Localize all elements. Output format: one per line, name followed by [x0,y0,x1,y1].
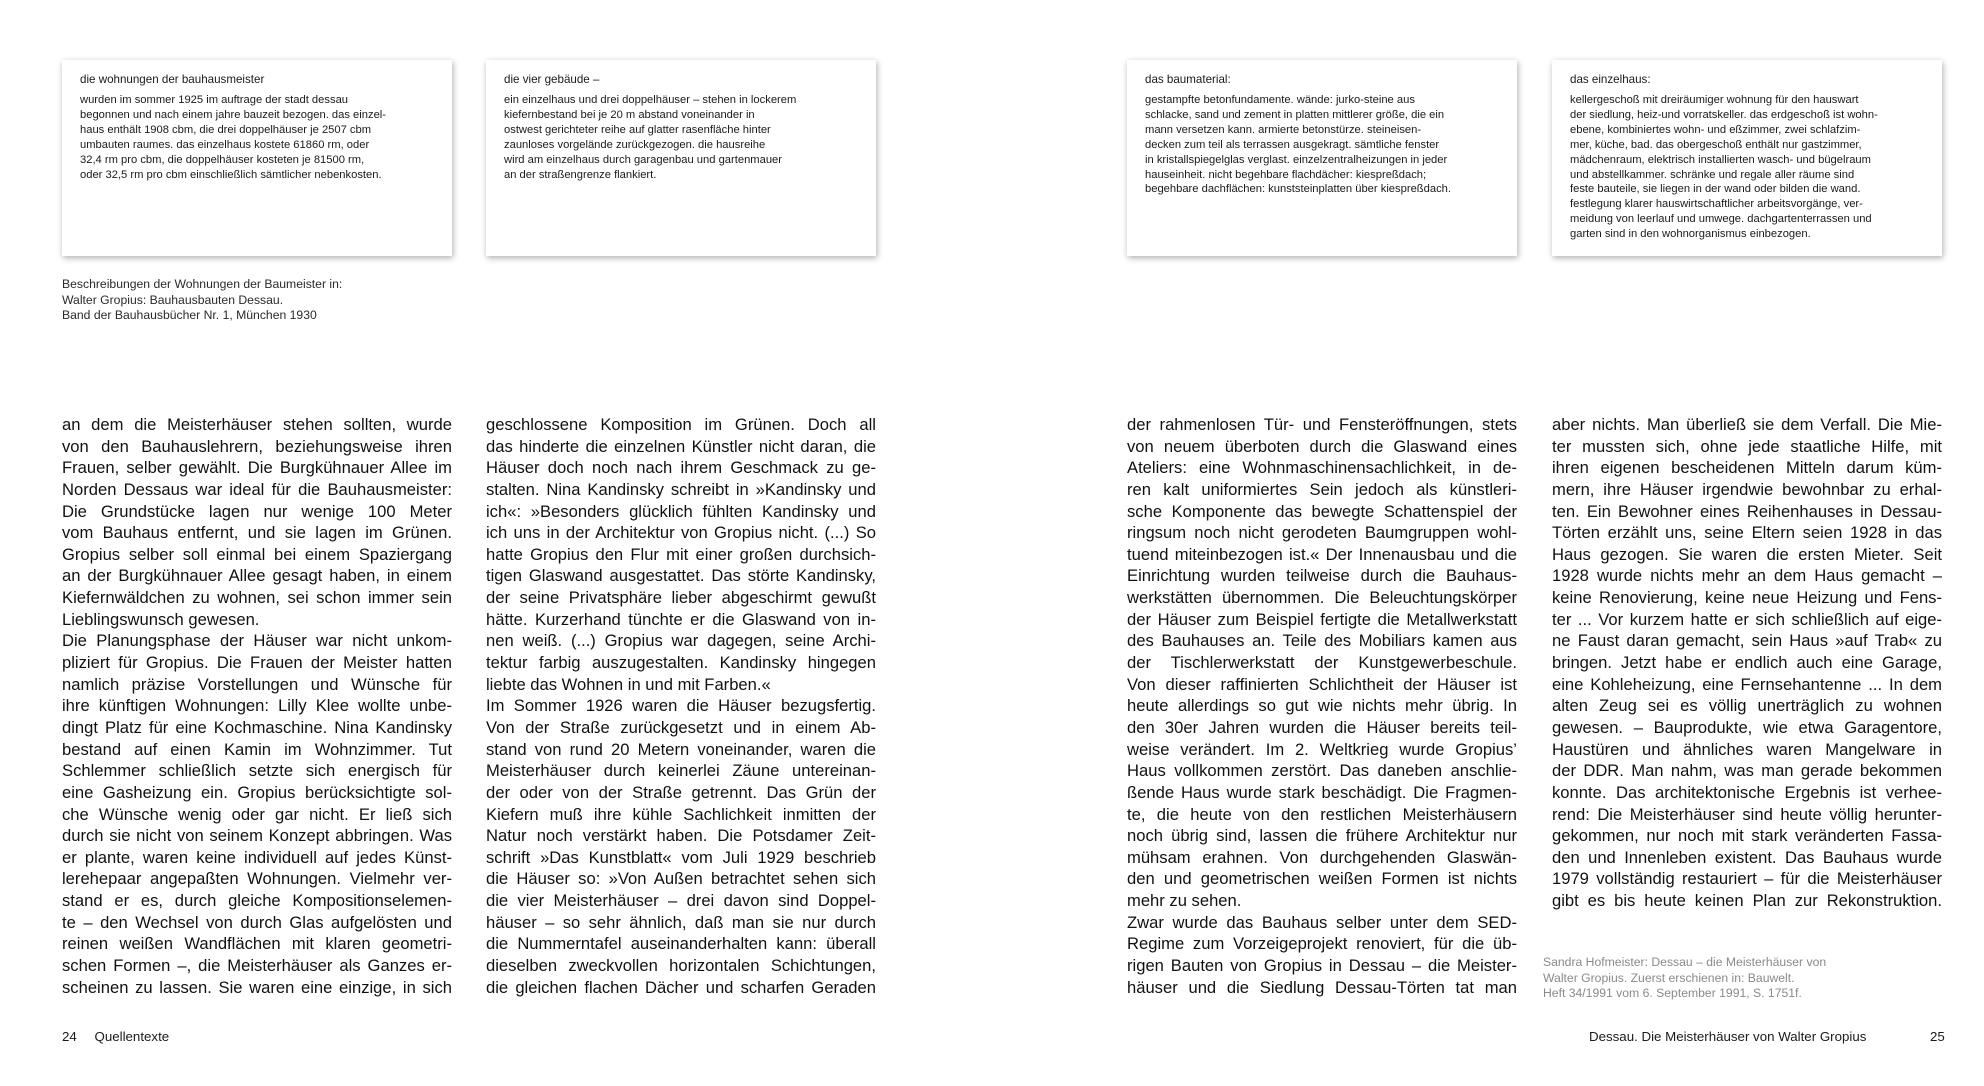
card-text [80,93,438,182]
text-line: mer, küche, bad. das obergeschoß enthält nur gastzimmer, [1570,138,1862,151]
text-line: Die Grundstücke lagen nur wenige 100 Meter [62,501,452,521]
info-card-wohnungen [62,60,452,256]
text-line: 32,4 rm pro cbm, die doppelhäuser kosteten je 81500 rm, [80,153,365,166]
text-line: den 30er Jahren wurden die Häuser bereits teil- [1127,717,1517,737]
text-line: hätte. Kurzerhand tünchte er die Glaswand von in- [486,609,876,629]
text-line: schrift »Das Kunstblatt« vom Juli 1929 beschrieb [486,847,876,867]
text-line: heute allerdings so gut wie nichts mehr übrig. In [1127,696,1517,716]
text-line: stand er es, durch gleiche Kompositionselemen- [62,891,452,911]
text-line: reinen weißen Wandflächen mit klaren geometri- [62,934,452,954]
text-line: Schlemmer schließlich setzte sich energisch für [62,761,452,781]
text-line: che Wünsche wenig oder gar nicht. Er ließ sich [62,804,452,824]
footer-right-number [1930,1029,1945,1045]
info-card-baumaterial [1127,60,1517,256]
text-line: Haus vollkommen zerstört. Das daneben anschlie- [1127,761,1517,781]
text-line: von den Bauhauslehrern, beziehungsweise ihren [62,436,452,456]
text-line: der Häuser zum Beispiel fertigte die Metallwerkstatt [1127,609,1517,629]
text-line: Band der Bauhausbücher Nr. 1, München 1930 [62,308,317,323]
text-line: der oder von der Straße getrennt. Das Grün der [486,782,876,802]
text-line: die Häuser so: »Von Außen betrachtet sehen sich [486,869,876,889]
text-line: mern, ihre Häuser irgendwie bewohnbar zu erhal- [1552,479,1942,499]
text-line: den und geometrischen weißen Formen ist nichts [1127,869,1517,889]
text-line: rend: Die Meisterhäuser sind heute völlig herunter- [1552,804,1942,824]
text-line: garten sind in den wohnorganismus einbezogen. [1570,228,1811,241]
text-line: der Tischlerwerkstatt der Kunstgewerbeschule. [1127,653,1517,673]
card-title: die vier gebäude – [504,73,600,86]
text-line: mädchenraum, elektrisch installierten wasch- und bügelraum [1570,153,1871,166]
text-line: hatte Gropius den Flur mit einer großen durchsich- [486,544,876,564]
text-line: feste bauteile, sie liegen in der wand oder bilden die wand. [1570,183,1861,196]
text-line: von neuem überboten durch die Glaswand eines [1127,436,1517,456]
text-line: an der straßengrenze flankiert. [504,168,657,181]
card-title: das baumaterial: [1145,73,1231,86]
text-line: festlegung klarer hauswirtschaftlicher arbeitsvorgänge, ver- [1570,198,1863,211]
text-line: umbauten raumes. das einzelhaus kostete 61860 rm, oder [80,138,370,151]
text-line: der DDR. Man nahm, was man gerade bekommen [1552,761,1942,781]
text-line: vom Bauhaus entfernt, und sie lagen im Grünen. [62,523,452,543]
text-line: häuser und die Siedlung Dessau-Törten tat man [1127,977,1517,997]
text-line: ihren eigenen bescheidenen Mitteln darum küm- [1552,458,1942,478]
footer-right [1589,1029,1866,1045]
text-line: die vier Meisterhäuser – drei davon sind Doppel- [486,891,876,911]
text-line: Von dieser raffinierten Schlichtheit der Häuser ist [1127,674,1517,694]
text-line: Beschreibungen der Wohnungen der Baumeister in: [62,277,343,291]
text-line: bringen. Jetzt habe er endlich auch eine Garage, [1552,653,1942,673]
text-line: werkstätten übernommen. Die Beleuchtungskörper [1127,588,1517,608]
text-line: Von der Straße zurückgesetzt und in einem Ab- [486,717,876,737]
text-line: haus enthält 1908 cbm, die drei doppelhäuser je 2507 cbm [80,123,372,136]
footer-left [62,1029,169,1045]
text-line: mann versetzen kann. armierte betonstürze. steineisen- [1145,123,1422,136]
text-line: gibt es bis heute keinen Plan zur Rekonstruktion. [1552,891,1942,911]
text-line: keine Renovierung, keine neue Heizung und Fens- [1552,588,1942,608]
text-line: bestand auf einen Kamin im Wohnzimmer. Tut [62,739,452,759]
text-line: Sandra Hofmeister: Dessau – die Meisterhäuser von [1543,955,1827,969]
text-line: Häuser doch noch nach ihrem Geschmack zu ge- [486,458,876,478]
text-line: ihre künftigen Wohnungen: Lilly Klee wollte unbe- [62,696,452,716]
body-column-1 [62,414,452,998]
text-line: begehbare dachflächen: kunststeinplatten über kiespreßdach. [1145,183,1451,196]
text-line: Frauen, selber gewählt. Die Burgkühnauer Allee im [62,458,452,478]
text-line: Kiefernwäldchen zu wohnen, sei schon immer sein [62,588,452,608]
text-line: sche Komponente das bewegte Schattenspiel der [1127,501,1517,521]
text-line: geschlossene Komposition im Grünen. Doch all [486,415,876,434]
text-line: ter mussten sich, ohne jede staatliche Hilfe, mit [1552,436,1942,456]
text-line: Gropius selber soll einmal bei einem Spaziergang [62,544,452,564]
text-line: Zwar wurde das Bauhaus selber unter dem SED- [1127,912,1517,932]
text-line: liebte das Wohnen in und mit Farben.« [486,674,771,694]
card-title: die wohnungen der bauhausmeister [80,73,265,86]
text-line: der seine Privatsphäre lieber abgeschirmt gewußt [486,588,876,608]
body-column-2 [486,414,876,998]
text-line: dieselben zweckvollen horizontalen Schichtungen, [486,956,876,976]
text-line: gekommen, nur noch mit stark veränderten Fassa- [1552,826,1942,846]
text-line: häuser – so sehr ähnlich, daß man sie nur durch [486,912,876,932]
text-line: Regime zum Vorzeigeprojekt renoviert, für die üb- [1127,934,1517,954]
text-line: gestampfte betonfundamente. wände: jurko-steine aus [1145,94,1415,106]
text-line: der rahmenlosen Tür- und Fensteröffnungen, stets [1127,415,1517,434]
text-line: kiefernbestand bei je 20 m abstand voneinander in [504,108,755,121]
text-line: wurden im sommer 1925 im auftrage der stadt dessau [80,94,349,106]
running-title: Dessau. Die Meisterhäuser von Walter Gropius [1589,1029,1867,1044]
text-line: Heft 34/1991 vom 6. September 1991, S. 1751f. [1543,986,1802,1001]
text-line: scheinen zu lassen. Sie waren eine einzige, in sich [62,977,452,997]
text-line: hauseinheit. nicht begehbare flachdächer: kiespreßdach; [1145,168,1427,181]
text-line: ter ... Vor kurzem hatte er sich schließlich auf eige- [1552,609,1942,629]
text-line: pliziert für Gropius. Die Frauen der Meister hatten [62,653,452,673]
source-citation [1543,955,1826,1002]
image-caption [62,277,342,324]
info-card-einzelhaus [1552,60,1942,256]
text-line: 1928 wurde nichts mehr an dem Haus gemacht – [1552,566,1942,586]
text-line: te, die heute von den restlichen Meisterhäusern [1127,804,1517,824]
text-line: ich«: »Besonders glücklich fühlten Kandinsky und [486,501,876,521]
text-line: namlich präzise Vorstellungen und Wünsche für [62,674,452,694]
text-line: ringsum noch nicht gerodeten Baumgruppen wohl- [1127,523,1517,543]
text-line: ich uns in der Architektur von Gropius nicht. (...) So [486,523,876,543]
text-line: den und Innenleben existent. Das Bauhaus wurde [1552,847,1942,867]
text-line: tektur farbig auszugestalten. Kandinsky hingegen [486,653,876,673]
text-line: schlacke, sand und zement in platten mittlerer größe, die ein [1145,108,1445,121]
text-line: und abstellkammer. schränke und regale aller räume sind [1570,168,1855,181]
text-line: tigen Glaswand ausgestattet. Das störte Kandinsky, [486,566,876,586]
text-line: lerehepaar angepaßten Wohnungen. Vielmehr ver- [62,869,452,889]
text-line: zaunloses vorgelände zurückgezogen. die hausreihe [504,138,766,151]
text-line: des Bauhauses an. Teile des Mobiliars kamen aus [1127,631,1517,651]
card-title: das einzelhaus: [1570,73,1651,86]
page-number-left: 24 [62,1029,77,1044]
text-line: begonnen und nach einem jahre bauzeit bezogen. das einzel- [80,108,387,121]
text-line: ßende Haus wurde stark beschädigt. Die Fragmen- [1127,782,1517,802]
text-line: an der Burgkühnauer Allee gesagt haben, in einem [62,566,452,586]
text-line: ostwest gerichteter reihe auf glatter rasenfläche hinter [504,123,771,136]
text-line: ebene, kombiniertes wohn- und eßzimmer, zwei schlafzim- [1570,123,1861,136]
text-line: Einrichtung wurden teilweise durch die Bauhaus- [1127,566,1517,586]
text-line: weise verändert. Im 2. Weltkrieg wurde Gropius’ [1127,739,1517,759]
body-column-4 [1552,414,1942,912]
body-column-3 [1127,414,1517,998]
text-line: wird am einzelhaus durch garagenbau und gartenmauer [504,153,782,166]
text-line: Törten erzählt uns, seine Eltern seien 1928 in das [1552,523,1942,543]
text-line: schen Formen –, die Meisterhäuser als Ganzes er- [62,956,452,976]
text-line: Ateliers: eine Wohnmaschinensachlichkeit, in de- [1127,458,1517,478]
text-line: noch übrig sind, lassen die frühere Architektur nur [1127,826,1517,846]
text-line: tuend miteinbezogen ist.« Der Innenausbau und die [1127,544,1517,564]
page-number-right: 25 [1930,1029,1945,1044]
text-line: Haus gezogen. Sie waren die ersten Mieter. Seit [1552,544,1942,564]
text-line: Walter Gropius: Bauhausbauten Dessau. [62,292,284,307]
text-line: oder 32,5 rm pro cbm einschließlich sämtlicher nebenkosten. [80,168,382,181]
text-line: Walter Gropius. Zuerst erschienen in: Bauwelt. [1543,970,1795,985]
text-line: eine Kohleheizung, eine Fernsehantenne ... In dem [1552,674,1942,694]
text-line: gewesen. – Bauprodukte, wie etwa Garagentore, [1552,717,1942,737]
text-line: nen weiß. (...) Gropius war dagegen, seine Archi- [486,631,876,651]
text-line: Die Planungsphase der Häuser war nicht unkom- [62,631,452,651]
info-card-vier-gebaeude [486,60,876,256]
text-line: kellergeschoß mit dreiräumiger wohnung für den hauswart [1570,94,1859,106]
text-line: te – den Wechsel von durch Glas aufgelösten und [62,912,452,932]
text-line: ne Faust daran gemacht, sein Haus »auf Trab« zu [1552,631,1942,651]
text-line: der siedlung, heiz-und vorratskeller. das erdgeschoß ist wohn- [1570,108,1878,121]
text-line: stand von rund 20 Metern voneinander, waren die [486,739,876,759]
text-line: 1979 vollständig restauriert – für die Meisterhäuser [1552,869,1942,889]
text-line: dingt Platz für eine Kochmaschine. Nina Kandinsky [62,717,452,737]
text-line: ten. Ein Bewohner eines Reihenhauses in Dessau- [1552,501,1942,521]
text-line: konnte. Das architektonische Ergebnis ist verhee- [1552,782,1942,802]
text-line: stalten. Nina Kandinsky schreibt in »Kandinsky und [486,479,876,499]
text-line: Norden Dessaus war ideal für die Bauhausmeister: [62,479,452,499]
text-line: ren kalt uniformiertes Sein jedoch als künstleri- [1127,479,1517,499]
card-text [504,93,862,182]
text-line: er plante, waren keine individuell auf jedes Künst- [62,847,452,867]
text-line: ein einzelhaus und drei doppelhäuser – stehen in lockerem [504,94,797,106]
text-line: durch sie nicht von seinem Konzept abbringen. Was [62,826,452,846]
text-line: Im Sommer 1926 waren die Häuser bezugsfertig. [486,696,876,716]
text-line: Meisterhäuser durch keinerlei Zäune untereinan- [486,761,876,781]
text-line: in kristallspiegelglas verglast. einzelzentralheizungen in jeder [1145,153,1448,166]
text-line: decken zum teil als terrassen ausgekragt. sämtliche fenster [1145,138,1440,151]
text-line: Haustüren und ähnliches waren Mangelware in [1552,739,1942,759]
text-line: aber nichts. Man überließ sie dem Verfall. Die Mie- [1552,415,1942,434]
text-line: die gleichen flachen Dächer und scharfen Geraden [486,977,876,997]
text-line: meidung von leerlauf und umwege. dachgartenterrassen und [1570,213,1872,226]
card-text [1145,93,1503,197]
text-line: mühsam erahnen. Von durchgehenden Glaswän- [1127,847,1517,867]
text-line: alten Zeug sei es völlig unerträglich zu wohnen [1552,696,1942,716]
text-line: rigen Bauten von Gropius in Dessau – die Meister- [1127,956,1517,976]
text-line: das hinderte die einzelnen Künstler nicht daran, die [486,436,876,456]
text-line: Kiefern muß ihre kühle Sachlichkeit inmitten der [486,804,876,824]
text-line: mehr zu sehen. [1127,891,1242,911]
text-line: Natur noch verstärkt haben. Die Potsdamer Zeit- [486,826,876,846]
text-line: Lieblingswunsch gewesen. [62,609,260,629]
text-line: die Nummerntafel auseinanderhalten kann: überall [486,934,876,954]
text-line: an dem die Meisterhäuser stehen sollten, wurde [62,415,452,434]
text-line: eine Gasheizung ein. Gropius berücksichtigte sol- [62,782,452,802]
section-label: Quellentexte [94,1029,170,1044]
card-text [1570,93,1928,242]
